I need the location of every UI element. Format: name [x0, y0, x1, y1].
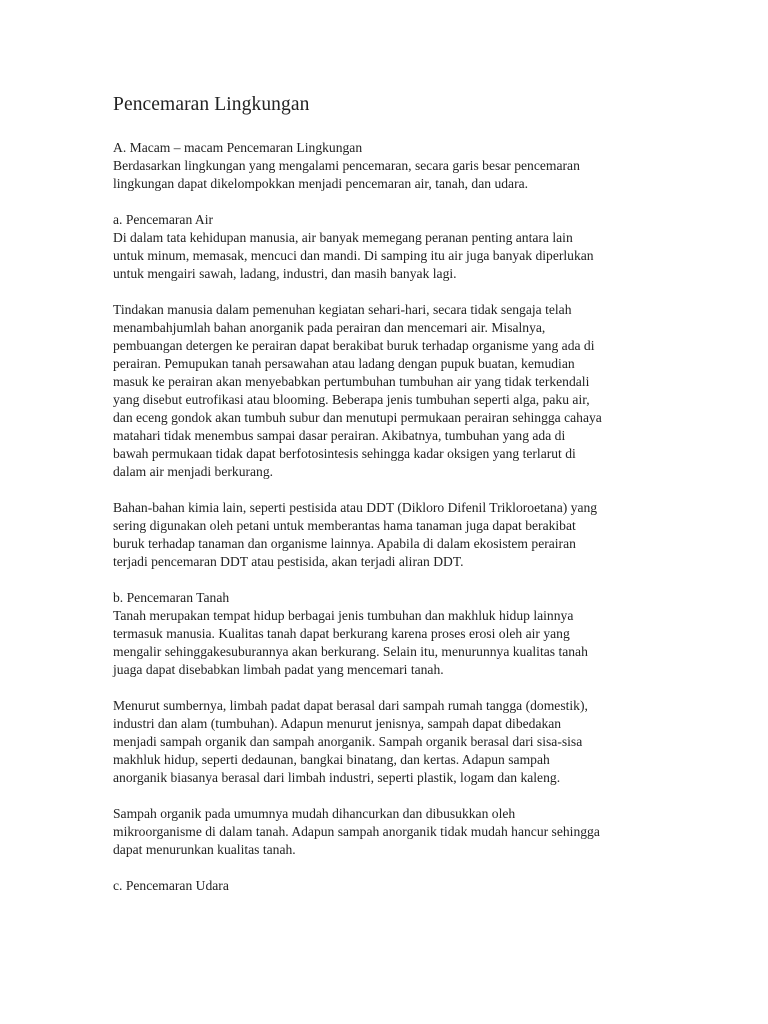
paragraph-line: Sampah organik pada umumnya mudah dihancurkan dan dibusukkan oleh	[113, 806, 516, 821]
paragraph-line: anorganik biasanya berasal dari limbah industri, seperti plastik, logam dan kaleng.	[113, 770, 561, 785]
paragraph-line: menambahjumlah bahan anorganik pada perairan dan mencemari air. Misalnya,	[113, 320, 546, 335]
paragraph-line: mikroorganisme di dalam tanah. Adapun sampah anorganik tidak mudah hancur sehingga	[113, 824, 600, 839]
paragraph-line: dan eceng gondok akan tumbuh subur dan menutupi permukaan perairan sehingga cahaya	[113, 410, 602, 425]
paragraph-line: industri dan alam (tumbuhan). Adapun menurut jenisnya, sampah dapat dibedakan	[113, 716, 562, 731]
paragraph-line: yang disebut eutrofikasi atau blooming. Beberapa jenis tumbuhan seperti alga, paku air,	[113, 392, 590, 407]
paragraph-line: termasuk manusia. Kualitas tanah dapat berkurang karena proses erosi oleh air yang	[113, 626, 570, 641]
paragraph-line: masuk ke perairan akan menyebabkan pertumbuhan tumbuhan air yang tidak terkendali	[113, 374, 590, 389]
paragraph-line: bawah permukaan tidak dapat berfotosintesis sehingga kadar oksigen yang terlarut di	[113, 446, 576, 461]
paragraph-line: perairan. Pemupukan tanah persawahan atau ladang dengan pupuk buatan, kemudian	[113, 356, 575, 371]
paragraph-line: Bahan-bahan kimia lain, seperti pestisida atau DDT (Dikloro Difenil Trikloroetana) yang	[113, 500, 598, 515]
heading-pencemaran-udara: c. Pencemaran Udara	[113, 878, 229, 893]
paragraph-line: Tanah merupakan tempat hidup berbagai jenis tumbuhan dan makhluk hidup lainnya	[113, 608, 574, 623]
paragraph-line: matahari tidak menembus sampai dasar perairan. Akibatnya, tumbuhan yang ada di	[113, 428, 566, 443]
paragraph-line: buruk terhadap tanaman dan organisme lainnya. Apabila di dalam ekosistem perairan	[113, 536, 576, 551]
heading-pencemaran-tanah: b. Pencemaran Tanah	[113, 590, 230, 605]
paragraph-line: menjadi sampah organik dan sampah anorganik. Sampah organik berasal dari sisa-sisa	[113, 734, 583, 749]
paragraph-line: Berdasarkan lingkungan yang mengalami pencemaran, secara garis besar pencemaran	[113, 158, 580, 173]
paragraph-line: dalam air menjadi berkurang.	[113, 464, 274, 479]
paragraph-line: juaga dapat disebabkan limbah padat yang mencemari tanah.	[113, 662, 444, 677]
paragraph-line: Tindakan manusia dalam pemenuhan kegiatan sehari-hari, secara tidak sengaja telah	[113, 302, 572, 317]
heading-section-a: A. Macam – macam Pencemaran Lingkungan	[113, 140, 363, 155]
paragraph-line: untuk minum, memasak, mencuci dan mandi. Di samping itu air juga banyak diperlukan	[113, 248, 594, 263]
paragraph-line: sering digunakan oleh petani untuk memberantas hama tanaman juga dapat berakibat	[113, 518, 576, 533]
paragraph-line: dapat menurunkan kualitas tanah.	[113, 842, 296, 857]
paragraph-line: pembuangan detergen ke perairan dapat berakibat buruk terhadap organisme yang ada di	[113, 338, 595, 353]
heading-pencemaran-air: a. Pencemaran Air	[113, 212, 214, 227]
paragraph-line: mengalir sehinggakesuburannya akan berkurang. Selain itu, menurunnya kualitas tanah	[113, 644, 588, 659]
document-title: Pencemaran Lingkungan	[113, 94, 310, 115]
paragraph-line: Menurut sumbernya, limbah padat dapat berasal dari sampah rumah tangga (domestik),	[113, 698, 588, 713]
paragraph-line: Di dalam tata kehidupan manusia, air banyak memegang peranan penting antara lain	[113, 230, 573, 245]
paragraph-line: terjadi pencemaran DDT atau pestisida, akan terjadi aliran DDT.	[113, 554, 464, 569]
paragraph-line: untuk mengairi sawah, ladang, industri, dan masih banyak lagi.	[113, 266, 457, 281]
paragraph-line: lingkungan dapat dikelompokkan menjadi pencemaran air, tanah, dan udara.	[113, 176, 529, 191]
paragraph-line: makhluk hidup, seperti dedaunan, bangkai binatang, dan kertas. Adapun sampah	[113, 752, 550, 767]
